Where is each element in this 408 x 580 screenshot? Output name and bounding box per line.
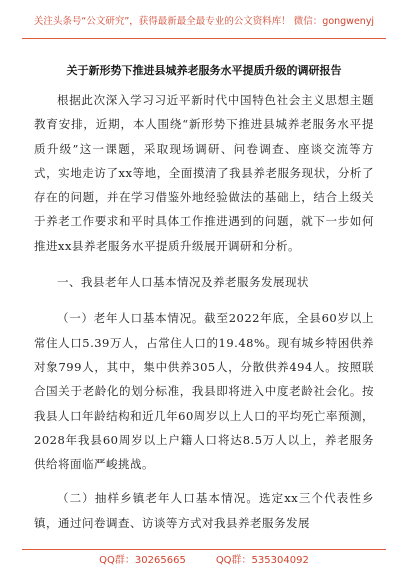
document-body xyxy=(34,88,374,535)
page-footer xyxy=(22,549,386,572)
document-title: 关于新形势下推进县城养老服务水平提质升级的调研报告 xyxy=(66,64,342,77)
footer-qq-group-1: QQ群：30265665 xyxy=(99,555,186,566)
paragraph-population: （一）老年人口基本情况。截至2022年底，全县60岁以上常住人口5.39万人，占常住人口的19.48%。现有城乡特困供养对象799人，其中，集中供养305人，分散供养494人。按照联合国关于老龄化的划分标准，我县即将进入中度老龄社会化。按我县人口年龄结构和近几年60周岁以上人口的平均死亡率预测，2028年我县60周岁以上户籍人口将达8.5万人以上，养老服务供给将面临严峻挑战。 xyxy=(34,311,374,472)
section-heading: 一、我县老年人口基本情况及养老服务发展现状 xyxy=(57,275,309,290)
page-header xyxy=(22,6,386,39)
header-promo-text: 关注头条号“公文研究”，获得最新最全最专业的公文资料库！ 微信：gongwenyj xyxy=(33,16,375,27)
footer-qq-group-2: QQ群：535304092 xyxy=(215,555,309,566)
paragraph-sample-towns: （二）抽样乡镇老年人口基本情况。选定xx三个代表性乡镇，通过问卷调查、访谈等方式对我县养老服务发展 xyxy=(34,491,374,530)
intro-paragraph: 根据此次深入学习习近平新时代中国特色社会主义思想主题教育安排，近期，本人围绕“新形势下推进县城养老服务水平提质升级”这一课题，采取现场调研、问卷调查、座谈交流等方式，实地走访了xx等地，全面摸清了我县养老服务现状，分析了存在的问题，并在学习借鉴外地经验做法的基础上，结合上级关于养老工作要求和平时具体工作推进遇到的问题，就下一步如何推进xx县养老服务水平提质升级展开调研和分析。 xyxy=(34,93,374,253)
